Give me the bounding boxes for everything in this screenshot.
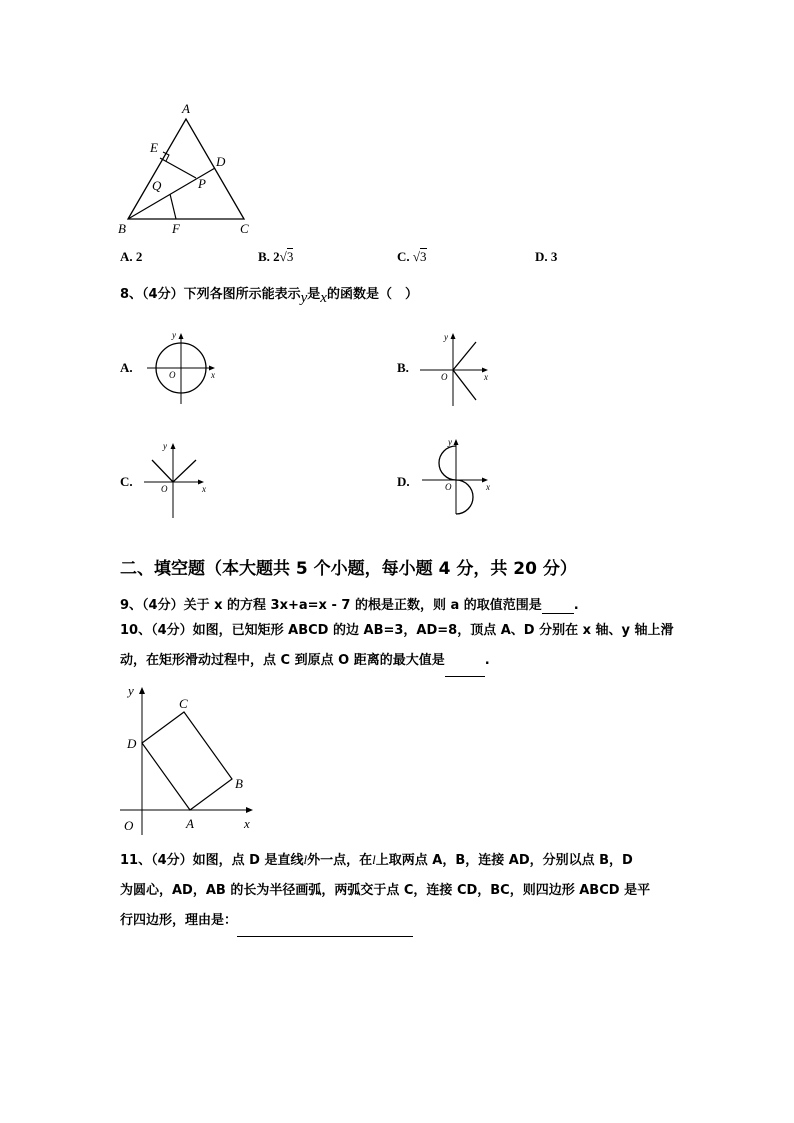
label-y: y [128, 683, 134, 698]
var-x: x [320, 290, 327, 306]
stem-text: 的函数是（ ） [326, 287, 418, 302]
axis-label-y: y [172, 330, 176, 340]
stem-text: 上取两点 A，B，连接 AD，分别以点 B，D [375, 853, 633, 868]
option-letter: D. [535, 249, 548, 264]
question-score: （4分） [151, 853, 193, 868]
stem-text: 外一点，在 [307, 853, 373, 868]
label-c: C [179, 696, 188, 711]
sqrt-sign-icon: √ [412, 249, 421, 264]
q8-option-b-label: B. [397, 360, 409, 375]
radicand: 3 [286, 249, 294, 264]
lower-semicircle-curve [456, 480, 473, 514]
label-a: A [182, 101, 190, 116]
y-axis-arrow-icon [171, 443, 176, 449]
q7-option-c[interactable] [397, 249, 427, 265]
axis-label-y: y [444, 332, 448, 342]
q7-triangle-figure [110, 98, 260, 238]
label-f: F [172, 221, 180, 236]
end-period: . [573, 598, 579, 613]
q8-option-c-label: C. [120, 474, 133, 489]
label-o: O [124, 818, 134, 833]
question-number: 8、 [120, 287, 143, 302]
q8-option-a-graph[interactable] [145, 328, 225, 406]
axis-label-x: x [484, 372, 488, 382]
question-number: 10、 [120, 623, 152, 638]
var-l: l [303, 852, 308, 867]
origin-label: O [161, 484, 168, 494]
q10-text [120, 616, 680, 677]
segment-ep [160, 158, 196, 178]
label-b: B [118, 221, 126, 236]
option-value: 2 [273, 249, 280, 264]
origin-label: O [441, 372, 448, 382]
v-curve [453, 342, 476, 400]
q7-option-a[interactable] [120, 249, 142, 265]
section-title: 二、填空题（本大题共 5 个小题，每小题 4 分，共 20 分） [120, 559, 577, 579]
label-p: P [198, 176, 206, 191]
q8-stem [120, 283, 418, 306]
q9-text [120, 594, 579, 614]
origin-label: O [445, 482, 452, 492]
option-value: 2 [135, 249, 143, 264]
answer-blank[interactable] [237, 906, 413, 937]
q8-option-c-graph[interactable] [140, 440, 230, 520]
label-x: x [244, 816, 250, 831]
upper-semicircle-curve [439, 446, 456, 480]
stem-text: 如图，已知矩形 ABCD 的边 AB=3，AD=8，顶点 A、D 分别在 x 轴、y 轴上滑 [192, 623, 674, 638]
x-axis-arrow-icon [246, 807, 253, 813]
question-number: 11、 [120, 853, 152, 868]
q8-option-b-graph[interactable] [418, 328, 498, 408]
var-y: y [300, 290, 308, 306]
radicand: 3 [420, 249, 427, 264]
question-number: 9、 [120, 598, 143, 613]
q11-text [120, 845, 680, 937]
q11-line-2 [120, 876, 680, 906]
stem-text: 是 [307, 287, 321, 302]
rectangle-abcd [142, 712, 232, 810]
y-axis-arrow-icon [139, 687, 145, 694]
stem-text: 为圆心，AD，AB 的长为半径画弧，两弧交于点 C，连接 CD，BC，则四边形 ABCD 是平 [120, 883, 651, 898]
option-value: 3 [550, 249, 558, 264]
q10-line-1 [120, 616, 680, 646]
q10-line-2 [120, 646, 680, 677]
stem-text: 关于 x 的方程 3x+a=x - 7 的根是正数，则 a 的取值范围是 [183, 598, 542, 613]
axis-label-x: x [211, 370, 215, 380]
y-axis-arrow-icon [454, 439, 459, 445]
q11-line-3 [120, 906, 680, 937]
stem-text: 下列各图所示能表示 [183, 287, 301, 302]
v-curve [152, 460, 196, 482]
label-e: E [150, 140, 158, 155]
segment-qf [170, 194, 176, 219]
axis-label-y: y [163, 441, 167, 451]
y-axis-arrow-icon [179, 333, 184, 339]
label-a: A [186, 816, 194, 831]
answer-blank[interactable] [445, 646, 485, 677]
question-score: （4分） [151, 623, 193, 638]
origin-label: O [169, 370, 176, 380]
axis-label-x: x [486, 482, 490, 492]
q7-option-b[interactable] [258, 249, 293, 265]
axis-label-y: y [448, 437, 452, 447]
y-axis-arrow-icon [451, 333, 456, 339]
triangle-abc [128, 119, 244, 219]
label-b: B [235, 776, 243, 791]
stem-text: 行四边形，理由是： [120, 913, 238, 928]
option-letter: B. [258, 249, 270, 264]
label-c: C [240, 221, 249, 236]
var-l: l [372, 852, 376, 867]
q10-rectangle-figure [115, 683, 265, 838]
answer-blank[interactable] [542, 598, 574, 614]
sqrt-sign-icon: √ [279, 249, 287, 264]
axis-label-x: x [202, 484, 206, 494]
question-score: （4分） [142, 598, 184, 613]
q8-option-d-graph[interactable] [418, 436, 500, 518]
label-d: D [127, 736, 137, 751]
q7-option-d[interactable] [535, 249, 557, 265]
question-score: （4分） [142, 287, 184, 302]
stem-text: 动，在矩形滑动过程中，点 C 到原点 O 距离的最大值是 [120, 653, 445, 668]
option-letter: C. [397, 249, 410, 264]
label-q: Q [152, 178, 162, 193]
end-period: . [484, 653, 490, 668]
stem-text: 如图，点 D 是直线 [192, 853, 304, 868]
q8-option-a-label: A. [120, 360, 133, 375]
q11-line-1 [120, 845, 680, 876]
option-letter: A. [120, 249, 133, 264]
label-d: D [216, 154, 226, 169]
q8-option-d-label: D. [397, 474, 410, 489]
